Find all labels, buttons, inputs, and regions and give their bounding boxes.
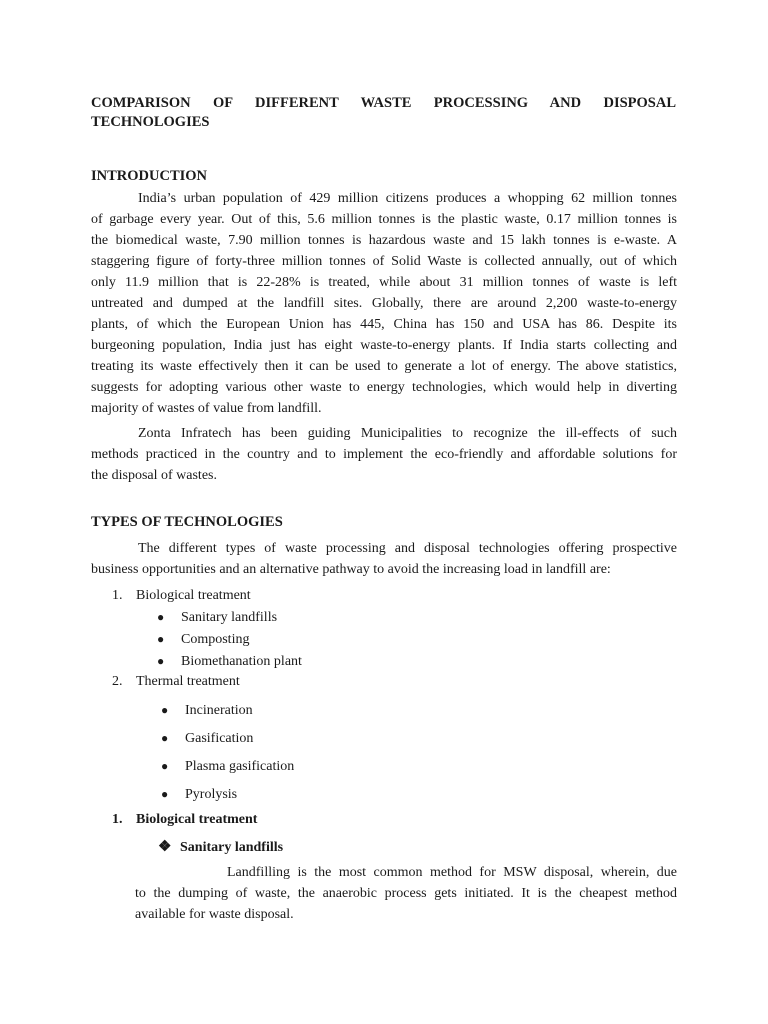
title-line-2: TECHNOLOGIES bbox=[91, 114, 210, 130]
sub-item-sanitary-landfills bbox=[157, 607, 277, 628]
document-title bbox=[91, 94, 676, 132]
paragraph-line: plants, of which the European Union has 445, China has 150 and USA has 86. Despite its bbox=[91, 317, 677, 332]
section-heading-label: Biological treatment bbox=[136, 812, 258, 827]
sub-item-plasma-gasification bbox=[161, 756, 294, 777]
bullet-icon: ● bbox=[157, 654, 165, 668]
bullet-icon: ● bbox=[157, 610, 165, 624]
introduction-heading: INTRODUCTION bbox=[91, 168, 208, 184]
introduction-paragraph-2 bbox=[91, 423, 677, 486]
sub-item-label: Biomethanation plant bbox=[181, 654, 302, 669]
subsection-label: Sanitary landfills bbox=[180, 840, 284, 855]
sub-item-label: Plasma gasification bbox=[185, 759, 295, 774]
landfill-paragraph bbox=[135, 862, 677, 925]
list-item-thermal bbox=[112, 672, 240, 692]
types-heading: TYPES OF TECHNOLOGIES bbox=[91, 514, 283, 530]
sub-item-label: Pyrolysis bbox=[185, 787, 238, 802]
section-1-heading bbox=[112, 810, 257, 830]
paragraph-line: treating its waste effectively then it can be used to generate a lot of energy. The above statistics, bbox=[91, 359, 677, 374]
paragraph-line: The different types of waste processing and disposal technologies offering prospective bbox=[138, 541, 677, 556]
sub-item-composting bbox=[157, 629, 249, 650]
sub-item-label: Gasification bbox=[185, 731, 254, 746]
paragraph-line: burgeoning population, India just has eight waste-to-energy plants. If India starts collecting and bbox=[91, 338, 677, 353]
bullet-icon: ● bbox=[161, 787, 169, 801]
paragraph-line: the disposal of wastes. bbox=[91, 468, 217, 483]
paragraph-line: business opportunities and an alternative pathway to avoid the increasing load in landfill are: bbox=[91, 562, 611, 577]
types-paragraph bbox=[91, 538, 677, 580]
paragraph-line: of garbage every year. Out of this, 5.6 million tonnes is the plastic waste, 0.17 million tonnes is bbox=[91, 212, 677, 227]
list-number: 1. bbox=[112, 588, 123, 603]
paragraph-line: Landfilling is the most common method for MSW disposal, wherein, due bbox=[227, 865, 677, 880]
list-number: 2. bbox=[112, 674, 123, 689]
paragraph-line: Zonta Infratech has been guiding Municipalities to recognize the ill-effects of such bbox=[138, 426, 677, 441]
sub-item-biomethanation bbox=[157, 651, 302, 672]
bullet-icon: ● bbox=[161, 759, 169, 773]
list-item-biological bbox=[112, 586, 251, 606]
list-item-label: Thermal treatment bbox=[136, 674, 240, 689]
sub-item-incineration bbox=[161, 700, 253, 721]
list-item-label: Biological treatment bbox=[136, 588, 251, 603]
paragraph-line: staggering figure of forty-three million tonnes of Solid Waste is collected annually, out of which bbox=[91, 254, 677, 269]
paragraph-line: suggests for adopting various other waste to energy technologies, which would help in diverting bbox=[91, 380, 677, 395]
paragraph-line: untreated and dumped at the landfill sites. Globally, there are around 2,200 waste-to-energy bbox=[91, 296, 677, 311]
bullet-icon: ● bbox=[161, 731, 169, 745]
sub-item-label: Incineration bbox=[185, 703, 253, 718]
paragraph-line: methods practiced in the country and to implement the eco-friendly and affordable solutions for bbox=[91, 447, 677, 462]
paragraph-line: majority of wastes of value from landfill. bbox=[91, 401, 322, 416]
bullet-icon: ● bbox=[157, 632, 165, 646]
paragraph-line: available for waste disposal. bbox=[135, 907, 294, 922]
bullet-icon: ● bbox=[161, 703, 169, 717]
section-number: 1. bbox=[112, 812, 123, 827]
diamond-bullet-icon: ❖ bbox=[158, 839, 172, 855]
sub-item-pyrolysis bbox=[161, 784, 237, 805]
subsection-sanitary-landfills bbox=[158, 837, 283, 858]
paragraph-line: India’s urban population of 429 million citizens produces a whopping 62 million tonnes bbox=[138, 191, 677, 206]
sub-item-label: Composting bbox=[181, 632, 250, 647]
paragraph-line: to the dumping of waste, the anaerobic process gets initiated. It is the cheapest method bbox=[135, 886, 677, 901]
paragraph-line: the biomedical waste, 7.90 million tonnes is hazardous waste and 15 lakh tonnes is e-waste. A bbox=[91, 233, 677, 248]
paragraph-line: only 11.9 million that is 22-28% is treated, while about 31 million tonnes of waste is left bbox=[91, 275, 677, 290]
introduction-paragraph-1 bbox=[91, 188, 677, 419]
sub-item-gasification bbox=[161, 728, 253, 749]
title-line-1: COMPARISON OF DIFFERENT WASTE PROCESSING AND DISPOSAL bbox=[91, 95, 676, 111]
sub-item-label: Sanitary landfills bbox=[181, 610, 278, 625]
